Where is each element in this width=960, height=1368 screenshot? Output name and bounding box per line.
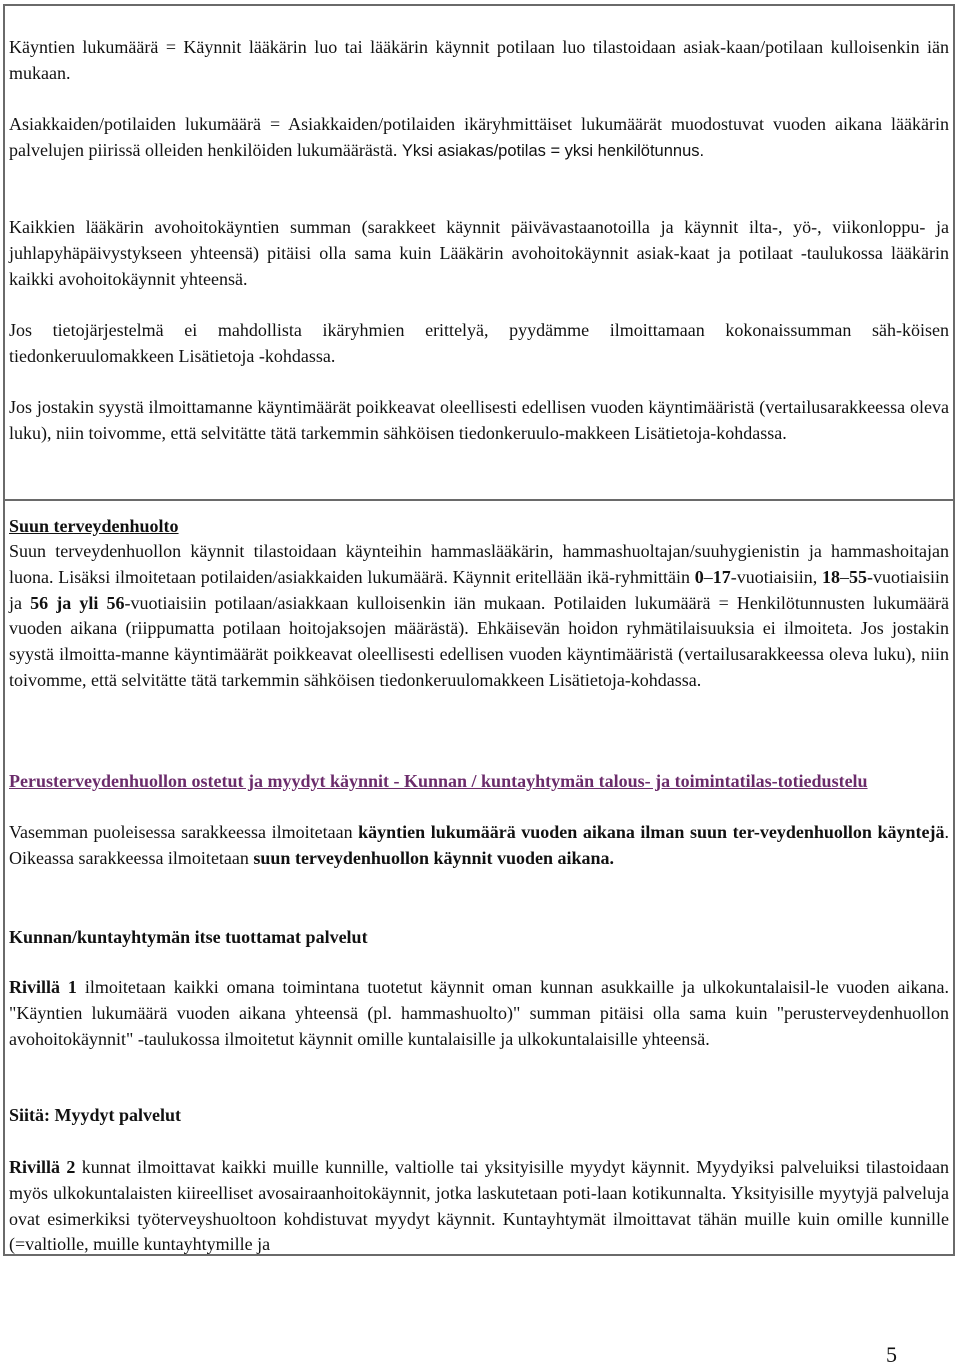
row-2-paragraph bbox=[5, 1155, 953, 1258]
dental-dash-1: – bbox=[703, 566, 713, 587]
row-1-text: ilmoitetaan kaikki omana toimintana tuotetut käynnit oman kunnan asukkaille ja ulkokuntalaisil-le vuoden aikana. "Käyntien lukumäärä vuoden aikana yhteensä (pl. hammashuolto)" summan pitäisi olla sama kuin "perusterveydenhuollon avohoitokäynnit" -taulukossa ilmoitetut käynnit omille kuntalaisille ja ulkokuntalaisille yhteensä. bbox=[9, 977, 949, 1049]
dental-text-1: Suun terveydenhuollon käynnit tilastoidaan käynteihin hammaslääkärin, hammashuoltajan/suuhygienistin ja hammashoitajan luona. Lisäksi ilmoitetaan potilaiden/asiakkaiden lukumäärä. Käynnit eritellään ikä-ryhmittäin bbox=[9, 541, 949, 587]
dental-age-18: 18 bbox=[822, 566, 840, 587]
dental-dash-2: – bbox=[840, 566, 849, 587]
dental-paragraph bbox=[5, 539, 953, 694]
dental-age-55: 55 bbox=[849, 566, 867, 587]
clients-definition bbox=[5, 112, 953, 165]
deviation-paragraph: Jos jostakin syystä ilmoittamanne käyntimäärät poikkeavat oleellisesti edellisen vuoden käyntimääristä (vertailusarakkeessa oleva luku), niin toivomme, että selvitätte tätä tarkemmin sähköisen tiedonkeruulo-makkeen Lisätietoja-kohdassa. bbox=[9, 397, 949, 443]
purchased-sold-heading: Perusterveydenhuollon ostetut ja myydyt käynnit - Kunnan / kuntayhtymän talous- ja toimintatilas-totiedustelu bbox=[9, 771, 868, 791]
visits-definition: Käyntien lukumäärä = Käynnit lääkärin luo tai lääkärin käynnit potilaan luo tilastoidaan asiak-kaan/potilaan kulloisenkin iän mukaan. bbox=[9, 37, 949, 83]
page-number: 5 bbox=[886, 1342, 897, 1367]
dental-text-5: -vuotiaisiin ja bbox=[9, 566, 949, 613]
purchased-bold-1: käyntien lukumäärä vuoden aikana ilman suun ter-veydenhuollon käyntejä bbox=[358, 822, 945, 842]
row-1-paragraph bbox=[5, 975, 953, 1052]
purchased-sold-paragraph bbox=[5, 820, 953, 872]
sold-services-heading: Siitä: Myydyt palvelut bbox=[9, 1105, 182, 1125]
instructions-box bbox=[3, 499, 955, 1256]
dental-age-0: 0 bbox=[694, 566, 704, 587]
purchased-bold-2: suun terveydenhuollon käynnit vuoden aikana. bbox=[253, 847, 615, 868]
dental-text-6: -vuotiaisiin potilaan/asiakkaan kulloisenkin iän mukaan. Potilaiden lukumäärä = Henkilötunnusten lukumäärä vuoden aikana (riippumatta potilaan hoitojaksojen määrästä). Ehkäisevän hoidon ryhmätilaisuuksia ei ilmoiteta. Jos jostakin syystä ilmoitta-manne käyntimäärät poikkeavat oleellisesti edellisen vuoden käyntimääristä (vertailusarakkeessa oleva luku), niin toivomme, että selvitätte tätä tarkemmin sähköisen tiedonkeruulomakkeen Lisätietoja-kohdassa. bbox=[9, 592, 949, 690]
own-services-heading: Kunnan/kuntayhtymän itse tuottamat palvelut bbox=[9, 927, 368, 947]
age-group-paragraph: Jos tietojärjestelmä ei mahdollista ikäryhmien erittelyä, pyydämme ilmoittamaan kokonaissumman säh-köisen tiedonkeruulomakkeen Lisätietoja -kohdassa. bbox=[9, 320, 949, 366]
dental-text-3: -vuotiaisiin, bbox=[730, 566, 822, 587]
dental-heading: Suun terveydenhuolto bbox=[9, 516, 179, 536]
definitions-box bbox=[3, 4, 955, 499]
row-2-text: kunnat ilmoittavat kaikki muille kunnille, valtiolle tai yksityisille myydyt käynnit. Myydyiksi palveluiksi tilastoidaan myös ulkokuntalaisten kiireelliset avosairaanhoitokäynnit, jotka laskutetaan poti-laan kotikunnalta. Yksityisille myytyjä palveluja ovat esimerkiksi työterveyshuoltoon kohdistuvat myydyt käynnit. Kuntayhtymät ilmoittavat tähän muille kuin omille kunnille (=valtiolle, muille kuntayhtymille ja bbox=[9, 1157, 949, 1255]
row-2-label: Rivillä 2 bbox=[9, 1157, 76, 1177]
purchased-text-2: . Oikeassa sarakkeessa ilmoitetaan bbox=[9, 822, 949, 868]
dental-age-56: 56 ja yli 56 bbox=[30, 592, 125, 613]
clients-definition-note: Yksi asiakas/potilas = yksi henkilötunnus. bbox=[401, 141, 705, 160]
clients-definition-text: Asiakkaiden/potilaiden lukumäärä = Asiakkaiden/potilaiden ikäryhmittäiset lukumäärät muodostuvat vuoden aikana lääkärin palvelujen piirissä olleiden henkilöiden lukumäärästä. bbox=[9, 114, 949, 160]
dental-age-17: 17 bbox=[712, 566, 731, 587]
row-1-label: Rivillä 1 bbox=[9, 977, 77, 997]
sum-check-paragraph: Kaikkien lääkärin avohoitokäyntien summan (sarakkeet käynnit päivävastaanotoilla ja käynnit ilta-, yö-, viikonloppu- ja juhlapyhäpäivystykseen yhteensä) pitäisi olla sama kuin Lääkärin avohoitokäynnit asiak-kaat ja potilaat -taulukossa lääkärin kaikki avohoitokäynnit yhteensä. bbox=[9, 217, 949, 289]
purchased-text-1: Vasemman puoleisessa sarakkeessa ilmoitetaan bbox=[9, 822, 359, 842]
